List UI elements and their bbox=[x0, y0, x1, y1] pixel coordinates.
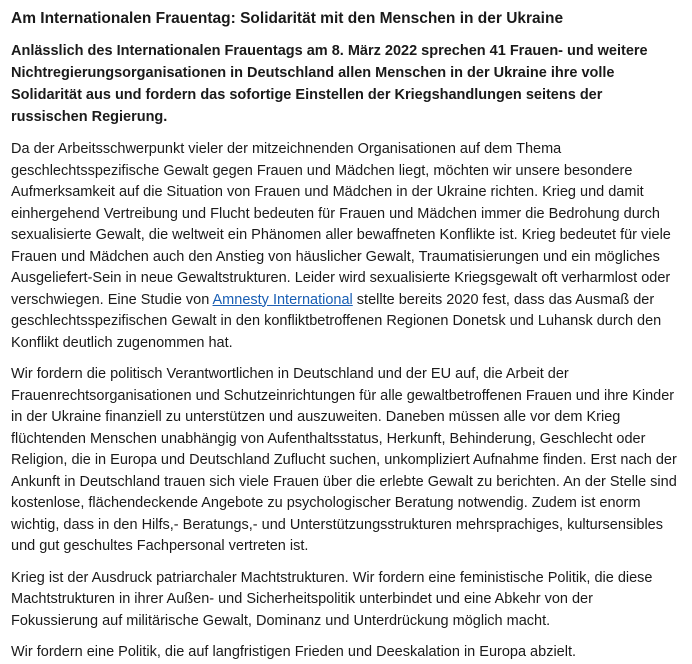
paragraph-1-text-before-link: Da der Arbeitsschwerpunkt vieler der mitzeichnenden Organisationen auf dem Thema geschlechtsspezifische Gewalt gegen Frauen und Mädchen liegt, möchten wir unsere besondere Aufmerksamkeit auf die Situation von Frauen und Mädchen in der Ukraine richten. Krieg und damit einhergehend Vertreibung und Flucht bedeuten für Frauen und Mädchen immer die Bedrohung durch sexualisierte Gewalt, die weltweit ein Phänomen aller bewaffneten Konflikte ist. Krieg bedeutet für viele Frauen und Mädchen auch den Anstieg von häuslicher Gewalt, Traumatisierungen und ein mögliches Ausgeliefert-Sein in neue Gewaltstrukturen. Leider wird sexualisierte Kriegsgewalt oft verharmlost oder verschwiegen. Eine Studie von bbox=[11, 141, 671, 308]
paragraph-1-text-after-link: stellte bereits 2020 fest, dass das Ausmaß der geschlechtsspezifischen Gewalt in den konfliktbetroffenen Regionen Donetsk und Luhansk durch den Konflikt deutlich zugenommen hat. bbox=[11, 291, 662, 351]
paragraph-2: Wir fordern die politisch Verantwortlichen in Deutschland und der EU auf, die Arbeit der Frauenrechtsorganisationen und Schutzeinrichtungen für alle gewaltbetroffenen Frauen und ihre Kinder in der Ukraine finanziell zu unterstützen und auszuweiten. Daneben müssen alle vor dem Krieg flüchtenden Menschen unabhängig von Aufenthaltsstatus, Herkunft, Behinderung, Geschlecht oder Religion, die in Europa und Deutschland Zuflucht suchen, unkompliziert Aufnahme finden. Erst nach der Ankunft in Deutschland trauen sich viele Frauen über die erlebte Gewalt zu berichten. An der Stelle sind kostenlose, flächendeckende Angebote zu psychologischer Beratung notwendig. Zudem ist enorm wichtig, dass in den Hilfs,- Beratungs,- und Unterstützungsstrukturen mehrsprachiges, kultursensibles und gut geschultes Fachpersonal vertreten ist. bbox=[11, 366, 677, 554]
article-lead: Anlässlich des Internationalen Frauentags am 8. März 2022 sprechen 41 Frauen- und weitere Nichtregierungsorganisationen in Deutschland allen Menschen in der Ukraine ihre volle Solidarität aus und fordern das sofortige Einstellen der Kriegshandlungen seitens der russischen Regierung. bbox=[11, 43, 648, 125]
paragraph-3: Krieg ist der Ausdruck patriarchaler Machtstrukturen. Wir fordern eine feministische Politik, die diese Machtstrukturen in ihrer Außen- und Sicherheitspolitik unterbindet und eine Abkehr von der Fokussierung auf militärische Gewalt, Dominanz und Unterdrückung möglich macht. bbox=[11, 569, 653, 629]
amnesty-international-link[interactable]: Amnesty International bbox=[212, 291, 353, 308]
paragraph-4: Wir fordern eine Politik, die auf langfristigen Frieden und Deeskalation in Europa abzielt. bbox=[11, 644, 577, 660]
paragraph-1 bbox=[11, 139, 678, 354]
article-title: Am Internationalen Frauentag: Solidarität mit den Menschen in der Ukraine bbox=[11, 10, 564, 27]
